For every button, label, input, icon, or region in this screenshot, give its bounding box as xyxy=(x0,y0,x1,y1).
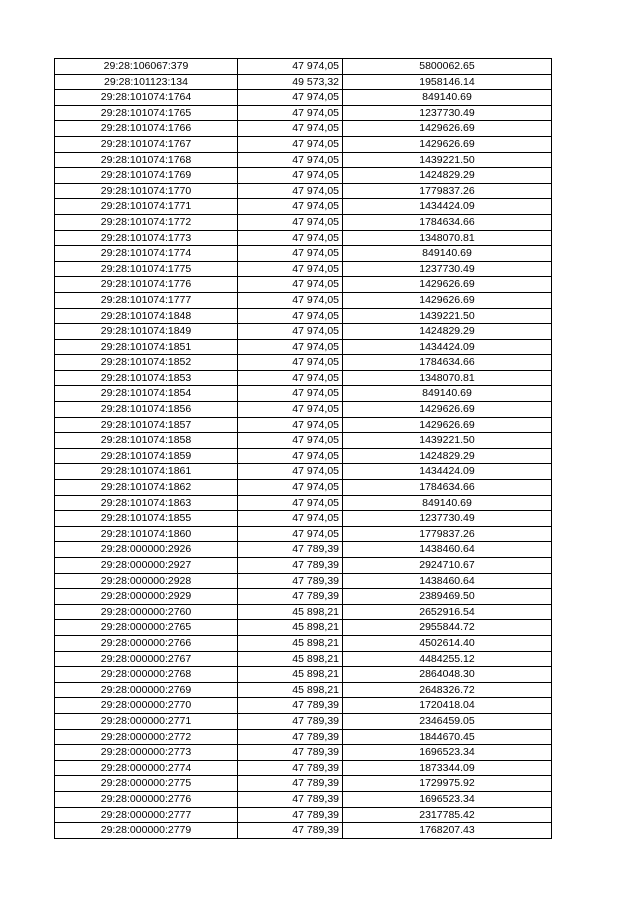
cadastral-number-cell: 29:28:101074:1767 xyxy=(55,136,238,152)
cadastral-number-cell: 29:28:000000:2768 xyxy=(55,667,238,683)
value-cell: 1237730.49 xyxy=(343,261,552,277)
table-row xyxy=(55,324,552,340)
table-row xyxy=(55,355,552,371)
value-cell: 5800062.65 xyxy=(343,59,552,75)
table-row xyxy=(55,59,552,75)
cadastral-number-cell: 29:28:101074:1852 xyxy=(55,355,238,371)
cadastral-number-cell: 29:28:000000:2760 xyxy=(55,604,238,620)
area-cell: 47 974,05 xyxy=(238,121,343,137)
table-row xyxy=(55,511,552,527)
table-row xyxy=(55,791,552,807)
area-cell: 47 789,39 xyxy=(238,791,343,807)
table-row xyxy=(55,433,552,449)
area-cell: 47 974,05 xyxy=(238,152,343,168)
table-row xyxy=(55,620,552,636)
area-cell: 47 974,05 xyxy=(238,183,343,199)
table-row xyxy=(55,729,552,745)
cadastral-number-cell: 29:28:000000:2774 xyxy=(55,760,238,776)
table-row xyxy=(55,448,552,464)
value-cell: 1720418.04 xyxy=(343,698,552,714)
area-cell: 47 974,05 xyxy=(238,292,343,308)
area-cell: 47 789,39 xyxy=(238,760,343,776)
area-cell: 45 898,21 xyxy=(238,620,343,636)
table-row xyxy=(55,370,552,386)
cadastral-number-cell: 29:28:000000:2927 xyxy=(55,558,238,574)
area-cell: 47 974,05 xyxy=(238,105,343,121)
table-row xyxy=(55,402,552,418)
cadastral-number-cell: 29:28:000000:2773 xyxy=(55,745,238,761)
value-cell: 1348070.81 xyxy=(343,370,552,386)
area-cell: 47 974,05 xyxy=(238,59,343,75)
value-cell: 4484255.12 xyxy=(343,651,552,667)
data-table xyxy=(54,58,552,839)
table-row xyxy=(55,199,552,215)
cadastral-number-cell: 29:28:101074:1860 xyxy=(55,526,238,542)
area-cell: 47 974,05 xyxy=(238,526,343,542)
value-cell: 1237730.49 xyxy=(343,105,552,121)
value-cell: 1873344.09 xyxy=(343,760,552,776)
table-row xyxy=(55,823,552,839)
value-cell: 1438460.64 xyxy=(343,542,552,558)
area-cell: 47 974,05 xyxy=(238,246,343,262)
table-row xyxy=(55,667,552,683)
value-cell: 1844670.45 xyxy=(343,729,552,745)
area-cell: 47 974,05 xyxy=(238,168,343,184)
table-row xyxy=(55,745,552,761)
value-cell: 2648326.72 xyxy=(343,682,552,698)
table-row xyxy=(55,214,552,230)
area-cell: 47 974,05 xyxy=(238,448,343,464)
value-cell: 1434424.09 xyxy=(343,199,552,215)
cadastral-number-cell: 29:28:000000:2928 xyxy=(55,573,238,589)
value-cell: 4502614.40 xyxy=(343,635,552,651)
cadastral-number-cell: 29:28:101074:1859 xyxy=(55,448,238,464)
cadastral-number-cell: 29:28:000000:2926 xyxy=(55,542,238,558)
table-row xyxy=(55,604,552,620)
table-body xyxy=(55,59,552,839)
cadastral-number-cell: 29:28:101074:1855 xyxy=(55,511,238,527)
cadastral-number-cell: 29:28:101074:1770 xyxy=(55,183,238,199)
cadastral-number-cell: 29:28:000000:2929 xyxy=(55,589,238,605)
cadastral-number-cell: 29:28:101074:1851 xyxy=(55,339,238,355)
table-row xyxy=(55,495,552,511)
cadastral-number-cell: 29:28:000000:2769 xyxy=(55,682,238,698)
cadastral-number-cell: 29:28:101074:1766 xyxy=(55,121,238,137)
table-row xyxy=(55,308,552,324)
area-cell: 47 789,39 xyxy=(238,573,343,589)
area-cell: 47 974,05 xyxy=(238,495,343,511)
table-row xyxy=(55,261,552,277)
table-row xyxy=(55,386,552,402)
value-cell: 1784634.66 xyxy=(343,214,552,230)
cadastral-number-cell: 29:28:000000:2775 xyxy=(55,776,238,792)
value-cell: 1439221.50 xyxy=(343,308,552,324)
area-cell: 47 789,39 xyxy=(238,713,343,729)
value-cell: 1434424.09 xyxy=(343,464,552,480)
table-row xyxy=(55,105,552,121)
cadastral-number-cell: 29:28:101074:1776 xyxy=(55,277,238,293)
table-row xyxy=(55,121,552,137)
area-cell: 47 789,39 xyxy=(238,558,343,574)
table-row xyxy=(55,760,552,776)
area-cell: 47 789,39 xyxy=(238,589,343,605)
area-cell: 47 974,05 xyxy=(238,230,343,246)
area-cell: 47 974,05 xyxy=(238,417,343,433)
table-row xyxy=(55,480,552,496)
value-cell: 1429626.69 xyxy=(343,121,552,137)
value-cell: 2955844.72 xyxy=(343,620,552,636)
area-cell: 47 789,39 xyxy=(238,542,343,558)
area-cell: 47 974,05 xyxy=(238,464,343,480)
table-row xyxy=(55,713,552,729)
area-cell: 47 789,39 xyxy=(238,776,343,792)
value-cell: 1696523.34 xyxy=(343,791,552,807)
cadastral-number-cell: 29:28:101074:1863 xyxy=(55,495,238,511)
area-cell: 47 789,39 xyxy=(238,698,343,714)
value-cell: 1434424.09 xyxy=(343,339,552,355)
area-cell: 47 974,05 xyxy=(238,324,343,340)
value-cell: 1429626.69 xyxy=(343,292,552,308)
value-cell: 1348070.81 xyxy=(343,230,552,246)
area-cell: 45 898,21 xyxy=(238,635,343,651)
area-cell: 47 974,05 xyxy=(238,386,343,402)
table-row xyxy=(55,168,552,184)
table-row xyxy=(55,589,552,605)
value-cell: 1768207.43 xyxy=(343,823,552,839)
value-cell: 2652916.54 xyxy=(343,604,552,620)
cadastral-number-cell: 29:28:000000:2779 xyxy=(55,823,238,839)
table-row xyxy=(55,526,552,542)
area-cell: 47 974,05 xyxy=(238,511,343,527)
value-cell: 849140.69 xyxy=(343,90,552,106)
area-cell: 47 974,05 xyxy=(238,370,343,386)
value-cell: 1424829.29 xyxy=(343,448,552,464)
cadastral-number-cell: 29:28:101074:1774 xyxy=(55,246,238,262)
table-row xyxy=(55,682,552,698)
value-cell: 2346459.05 xyxy=(343,713,552,729)
table-row xyxy=(55,651,552,667)
table-row xyxy=(55,152,552,168)
cadastral-number-cell: 29:28:000000:2776 xyxy=(55,791,238,807)
cadastral-number-cell: 29:28:101074:1858 xyxy=(55,433,238,449)
table-row xyxy=(55,183,552,199)
table-row xyxy=(55,417,552,433)
cadastral-number-cell: 29:28:101074:1772 xyxy=(55,214,238,230)
value-cell: 2317785.42 xyxy=(343,807,552,823)
area-cell: 47 974,05 xyxy=(238,214,343,230)
area-cell: 47 974,05 xyxy=(238,261,343,277)
cadastral-number-cell: 29:28:106067:379 xyxy=(55,59,238,75)
cadastral-number-cell: 29:28:101074:1771 xyxy=(55,199,238,215)
area-cell: 47 789,39 xyxy=(238,823,343,839)
value-cell: 1429626.69 xyxy=(343,277,552,293)
value-cell: 1429626.69 xyxy=(343,402,552,418)
table-row xyxy=(55,698,552,714)
area-cell: 47 974,05 xyxy=(238,355,343,371)
value-cell: 2924710.67 xyxy=(343,558,552,574)
cadastral-number-cell: 29:28:101074:1773 xyxy=(55,230,238,246)
area-cell: 47 974,05 xyxy=(238,480,343,496)
area-cell: 47 974,05 xyxy=(238,433,343,449)
cadastral-number-cell: 29:28:000000:2770 xyxy=(55,698,238,714)
table-row xyxy=(55,292,552,308)
value-cell: 1729975.92 xyxy=(343,776,552,792)
cadastral-number-cell: 29:28:101074:1849 xyxy=(55,324,238,340)
cadastral-number-cell: 29:28:101074:1764 xyxy=(55,90,238,106)
cadastral-number-cell: 29:28:000000:2767 xyxy=(55,651,238,667)
table-row xyxy=(55,277,552,293)
value-cell: 1696523.34 xyxy=(343,745,552,761)
value-cell: 849140.69 xyxy=(343,246,552,262)
value-cell: 1429626.69 xyxy=(343,136,552,152)
table-row xyxy=(55,246,552,262)
table-row xyxy=(55,558,552,574)
area-cell: 47 789,39 xyxy=(238,807,343,823)
area-cell: 45 898,21 xyxy=(238,682,343,698)
value-cell: 1784634.66 xyxy=(343,480,552,496)
area-cell: 49 573,32 xyxy=(238,74,343,90)
table-row xyxy=(55,90,552,106)
cadastral-number-cell: 29:28:000000:2777 xyxy=(55,807,238,823)
value-cell: 1429626.69 xyxy=(343,417,552,433)
table-row xyxy=(55,776,552,792)
cadastral-number-cell: 29:28:101074:1857 xyxy=(55,417,238,433)
area-cell: 47 789,39 xyxy=(238,729,343,745)
value-cell: 1958146.14 xyxy=(343,74,552,90)
cadastral-number-cell: 29:28:101074:1768 xyxy=(55,152,238,168)
table-row xyxy=(55,230,552,246)
area-cell: 47 974,05 xyxy=(238,277,343,293)
cadastral-number-cell: 29:28:000000:2765 xyxy=(55,620,238,636)
value-cell: 1438460.64 xyxy=(343,573,552,589)
cadastral-number-cell: 29:28:000000:2771 xyxy=(55,713,238,729)
table-row xyxy=(55,339,552,355)
value-cell: 1424829.29 xyxy=(343,324,552,340)
value-cell: 1779837.26 xyxy=(343,526,552,542)
cadastral-number-cell: 29:28:101074:1848 xyxy=(55,308,238,324)
area-cell: 47 974,05 xyxy=(238,402,343,418)
table-row xyxy=(55,573,552,589)
value-cell: 849140.69 xyxy=(343,386,552,402)
cadastral-number-cell: 29:28:000000:2766 xyxy=(55,635,238,651)
value-cell: 2864048.30 xyxy=(343,667,552,683)
area-cell: 47 974,05 xyxy=(238,90,343,106)
area-cell: 47 974,05 xyxy=(238,136,343,152)
table-row xyxy=(55,136,552,152)
cadastral-number-cell: 29:28:101074:1853 xyxy=(55,370,238,386)
cadastral-number-cell: 29:28:101074:1777 xyxy=(55,292,238,308)
value-cell: 1439221.50 xyxy=(343,152,552,168)
value-cell: 1784634.66 xyxy=(343,355,552,371)
cadastral-number-cell: 29:28:000000:2772 xyxy=(55,729,238,745)
value-cell: 1439221.50 xyxy=(343,433,552,449)
cadastral-number-cell: 29:28:101074:1769 xyxy=(55,168,238,184)
area-cell: 45 898,21 xyxy=(238,651,343,667)
cadastral-number-cell: 29:28:101074:1775 xyxy=(55,261,238,277)
area-cell: 47 974,05 xyxy=(238,308,343,324)
cadastral-number-cell: 29:28:101074:1856 xyxy=(55,402,238,418)
area-cell: 45 898,21 xyxy=(238,667,343,683)
table-row xyxy=(55,807,552,823)
value-cell: 1237730.49 xyxy=(343,511,552,527)
cadastral-number-cell: 29:28:101074:1862 xyxy=(55,480,238,496)
cadastral-number-cell: 29:28:101074:1861 xyxy=(55,464,238,480)
value-cell: 2389469.50 xyxy=(343,589,552,605)
table-row xyxy=(55,542,552,558)
table-row xyxy=(55,74,552,90)
table-row xyxy=(55,635,552,651)
cadastral-number-cell: 29:28:101074:1854 xyxy=(55,386,238,402)
cadastral-number-cell: 29:28:101074:1765 xyxy=(55,105,238,121)
area-cell: 45 898,21 xyxy=(238,604,343,620)
cadastral-number-cell: 29:28:101123:134 xyxy=(55,74,238,90)
area-cell: 47 974,05 xyxy=(238,199,343,215)
value-cell: 1424829.29 xyxy=(343,168,552,184)
area-cell: 47 974,05 xyxy=(238,339,343,355)
value-cell: 849140.69 xyxy=(343,495,552,511)
table-row xyxy=(55,464,552,480)
value-cell: 1779837.26 xyxy=(343,183,552,199)
area-cell: 47 789,39 xyxy=(238,745,343,761)
